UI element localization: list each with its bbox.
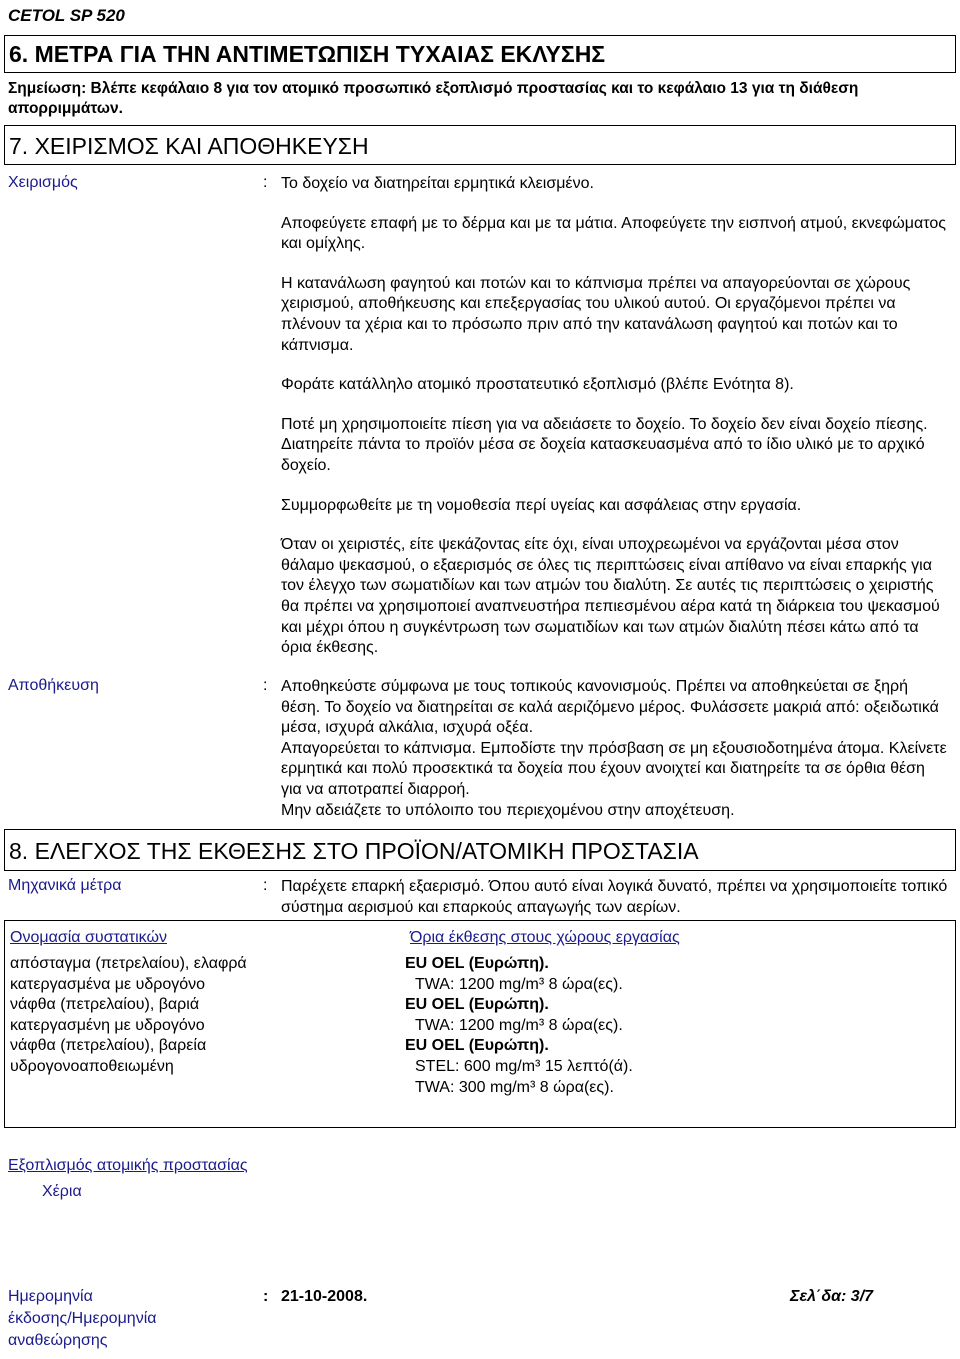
component-line: υδρογονοαποθειωμένη — [10, 1057, 174, 1075]
components-header: Ονομασία συστατικών — [10, 929, 167, 946]
footer-date-label — [8, 1286, 157, 1352]
exposure-limits-list — [405, 954, 925, 1098]
handling-label: Χειρισμός — [8, 174, 78, 191]
handling-text — [281, 174, 949, 659]
oel-authority: EU OEL (Ευρώπη). — [405, 955, 549, 972]
revision-date: 21-10-2008. — [281, 1288, 368, 1305]
exposure-limits-header: Όρια έκθεσης στους χώρους εργασίας — [410, 929, 680, 946]
hands-label: Χέρια — [42, 1183, 82, 1200]
footer-label-line: Ημερομηνία — [8, 1288, 93, 1305]
storage-colon: : — [263, 677, 268, 694]
handling-paragraph: Όταν οι χειριστές, είτε ψεκάζοντας είτε όχι, είναι υποχρεωμένοι να εργάζονται μέσα στον θάλαμο ψεκασμού, ο εξαερισμός σε όλες τις περιπτώσεις είναι απίθανο να είναι επαρκής για τον έλεγχο των σωματιδίων και των ατμών του διαλύτη. Σε αυτές τις περιπτώσεις ο χειριστής θα πρέπει να χρησιμοποιεί αναπνευστήρα πεπιεσμένου αέρα κατά τη διάρκεια του ψεκασμού και μέχρι όπου η συγκέντρωση των σωματιδίων και των ατμών διαλύτη πέσει κάτω από τα όρια έκθεσης. — [281, 536, 940, 657]
oel-value: TWA: 1200 mg/m³ 8 ώρα(ες). — [415, 975, 623, 993]
oel-value: STEL: 600 mg/m³ 15 λεπτό(ά). — [415, 1057, 633, 1075]
section-7-heading: 7. ΧΕΙΡΙΣΜΟΣ ΚΑΙ ΑΠΟΘΗΚΕΥΣΗ — [9, 133, 369, 159]
component-line: νάφθα (πετρελαίου), βαριά — [10, 996, 200, 1014]
section-6-heading: 6. ΜΕΤΡΑ ΓΙΑ ΤΗΝ ΑΝΤΙΜΕΤΩΠΙΣΗ ΤΥΧΑΙΑΣ ΕΚΛΥΣΗΣ — [9, 41, 606, 67]
oel-value: TWA: 300 mg/m³ 8 ώρα(ες). — [415, 1078, 614, 1096]
engineering-measures-text: Παρέχετε επαρκή εξαερισμό. Όπου αυτό είναι λογικά δυνατό, πρέπει να χρησιμοποιείτε τοπικό σύστημα αερισμού και επαρκούς απαγωγής των αερίων. — [281, 878, 948, 916]
section-6-header-box — [4, 35, 956, 73]
handling-paragraph: Αποφεύγετε επαφή με το δέρμα και με τα μάτια. Αποφεύγετε την εισπνοή ατμού, εκνεφώματος και ομίχλης. — [281, 214, 946, 253]
oel-authority: EU OEL (Ευρώπη). — [405, 996, 549, 1014]
oel-value: TWA: 1200 mg/m³ 8 ώρα(ες). — [415, 1016, 623, 1034]
storage-line: Μην αδειάζετε το υπόλοιπο του περιεχομένου στην αποχέτευση. — [281, 801, 735, 819]
storage-line: Αποθηκεύστε σύμφωνα με τους τοπικούς κανονισμούς. Πρέπει να αποθηκεύεται σε ξηρή θέση. Το δοχείο να διατηρείται σε καλά αεριζόμενο μέρος. Φυλάσσετε μακριά από: οξειδωτικά μέσα, ισχυρά αλκάλια, ισχυρά οξέα. — [281, 678, 939, 737]
component-line: κατεργασμένη με υδρογόνο — [10, 1016, 205, 1034]
section-8-header-box — [4, 829, 956, 871]
oel-authority: EU OEL (Ευρώπη). — [405, 1037, 549, 1055]
engineering-measures-label: Μηχανικά μέτρα — [8, 877, 122, 894]
handling-paragraph: Η κατανάλωση φαγητού και ποτών και το κάπνισμα πρέπει να απαγορεύονται σε χώρους χειρισμού, αποθήκευσης και επεξεργασίας του υλικού αυτού. Οι εργαζόμενοι πρέπει να πλένουν τα χέρια και το πρόσωπο πριν από την κατανάλωση φαγητού και ποτών και το κάπνισμα. — [281, 274, 911, 354]
page-number: Σελ΄δα: 3/7 — [790, 1288, 874, 1305]
component-line: απόσταγμα (πετρελαίου), ελαφρά — [10, 955, 247, 972]
handling-colon: : — [263, 174, 268, 191]
footer-label-line: αναθεώρησης — [8, 1332, 108, 1349]
section-7-header-box — [4, 125, 956, 165]
components-list — [10, 954, 390, 1078]
storage-label: Αποθήκευση — [8, 677, 99, 694]
handling-paragraph: Το δοχείο να διατηρείται ερμητικά κλεισμένο. — [281, 175, 594, 192]
section-6-note: Σημείωση: Βλέπε κεφάλαιο 8 για τον ατομικό προσωπικό εξοπλισμό προστασίας και το κεφάλαιο 13 για τη διάθεση απορριμμάτων. — [8, 80, 859, 117]
handling-paragraph: Συμμορφωθείτε με τη νομοθεσία περί υγείας και ασφάλειας στην εργασία. — [281, 496, 802, 514]
section-8-heading: 8. ΕΛΕΓΧΟΣ ΤΗΣ ΕΚΘΕΣΗΣ ΣΤΟ ΠΡΟΪΟΝ/ΑΤΟΜΙΚΗ ΠΡΟΣΤΑΣΙΑ — [9, 838, 699, 864]
footer-label-line: έκδοσης/Ημερομηνία — [8, 1310, 157, 1327]
component-line: νάφθα (πετρελαίου), βαρεία — [10, 1037, 207, 1055]
footer-colon: : — [263, 1288, 269, 1305]
handling-paragraph: Φοράτε κατάλληλο ατομικό προστατευτικό εξοπλισμό (βλέπε Ενότητα 8). — [281, 376, 794, 394]
engineering-measures-colon: : — [263, 877, 268, 894]
component-line: κατεργασμένα με υδρογόνο — [10, 975, 206, 993]
ppe-header: Εξοπλισμός ατομικής προστασίας — [8, 1157, 248, 1174]
document-title: CETOL SP 520 — [8, 6, 125, 25]
storage-text — [281, 677, 949, 821]
handling-paragraph: Ποτέ μη χρησιμοποιείτε πίεση για να αδειάσετε το δοχείο. Το δοχείο δεν είναι δοχείο πίεσης. Διατηρείτε πάντα το προϊόν μέσα σε δοχεία κατασκευασμένα από το ίδιο υλικό με το αρχικό δοχείο. — [281, 415, 928, 474]
storage-line: Απαγορεύεται το κάπνισμα. Εμποδίστε την πρόσβαση σε μη εξουσιοδοτημένα άτομα. Κλείνετε ερμητικά και πολύ προσεκτικά τα δοχεία που έχουν ανοιχτεί και διατηρείτε τα σε όρθια θέση για να αποτραπεί διαρροή. — [281, 739, 947, 798]
